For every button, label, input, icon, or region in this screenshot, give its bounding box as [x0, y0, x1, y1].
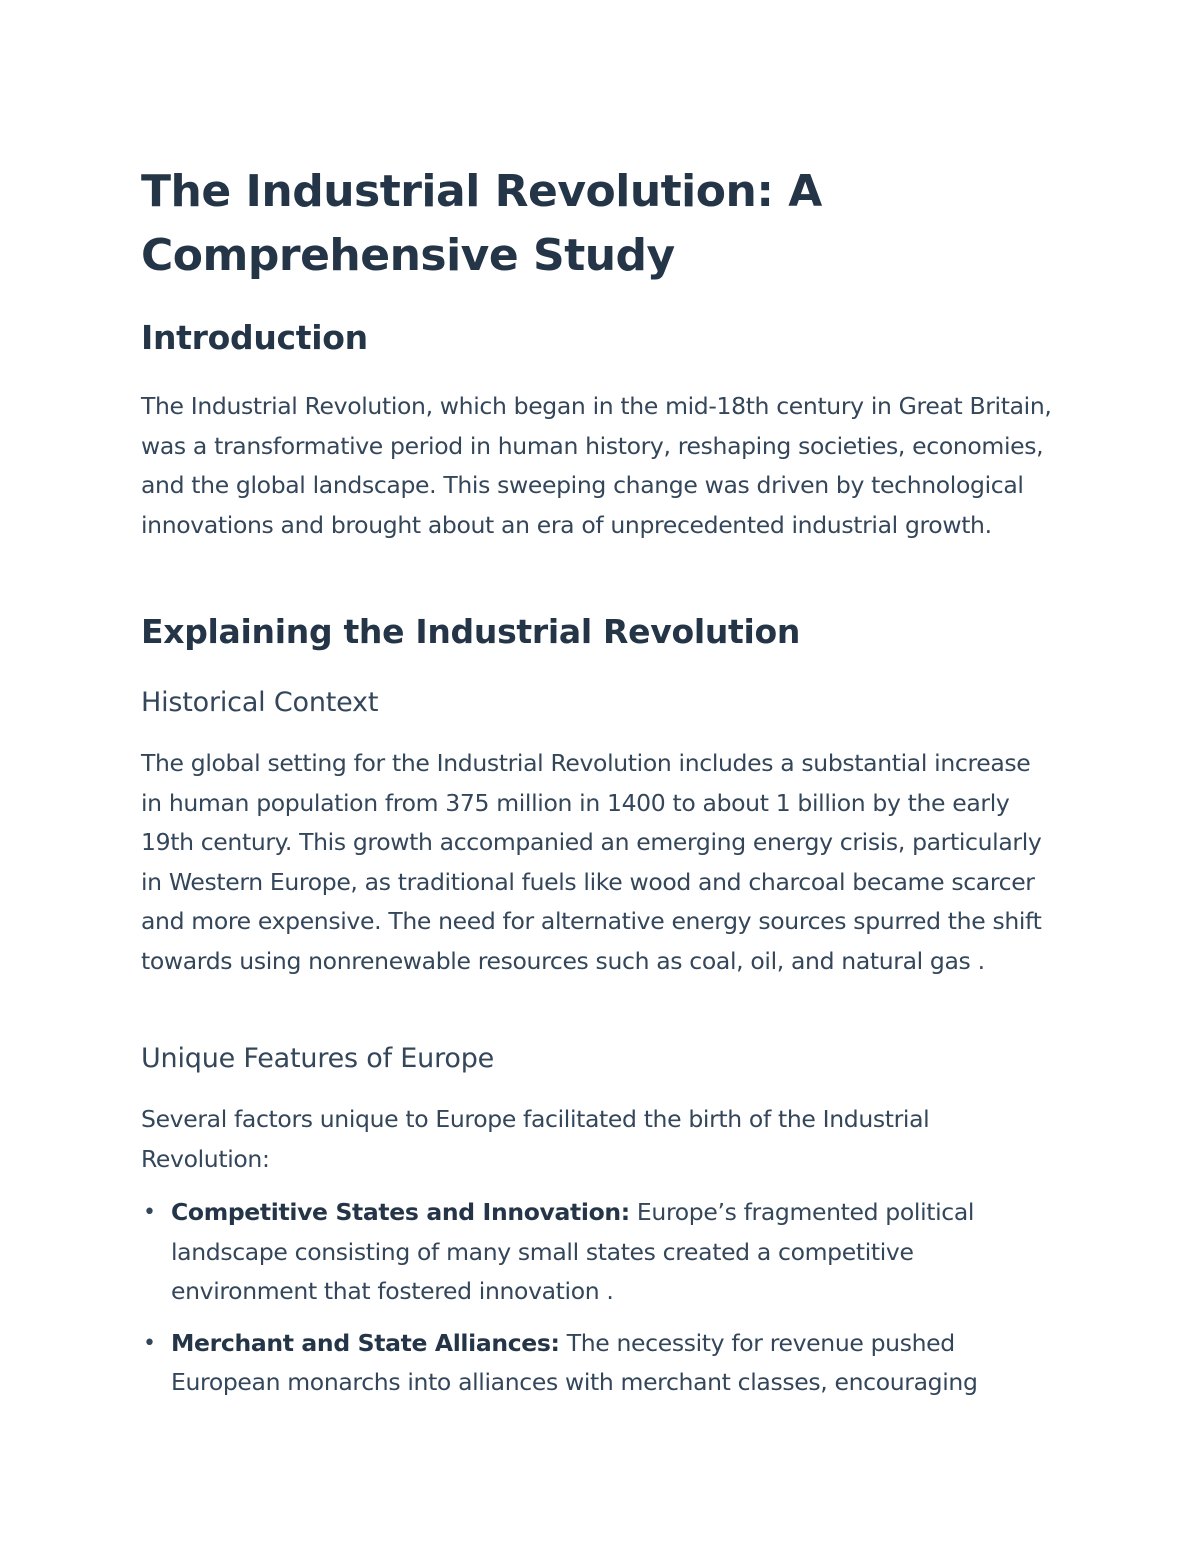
- introduction-heading: Introduction: [141, 318, 368, 357]
- historical-context-paragraph: The global setting for the Industrial Revolution includes a substantial increase in human population from 375 million in 1400 to about 1 billion by the early 19th century. This growth accompanied an emerging energy crisis, particularly in Western Europe, as traditional fuels like wood and charcoal became scarcer and more expensive. The need for alternative energy sources spurred the shift towards using nonrenewable resources such as coal, oil, and natural gas .: [141, 749, 1042, 975]
- bullet-icon: •: [143, 1200, 156, 1225]
- introduction-paragraph: The Industrial Revolution, which began in the mid-18th century in Great Britain, was a transformative period in human history, reshaping societies, economies, and the global landscape. This sweeping change was driven by technological innovations and brought about an era of unprecedented industrial growth.: [141, 392, 1052, 539]
- unique-features-heading: Unique Features of Europe: [141, 1043, 495, 1074]
- historical-context-heading: Historical Context: [141, 687, 379, 718]
- unique-features-list: [141, 1193, 1061, 1415]
- bullet-icon: •: [143, 1330, 156, 1356]
- list-item-text: The necessity for revenue pushed European monarchs into alliances with merchant classes, encouraging: [171, 1328, 978, 1396]
- list-item-term: Merchant and State Alliances:: [171, 1328, 560, 1357]
- unique-features-intro: Several factors unique to Europe facilitated the birth of the Industrial Revolution:: [141, 1105, 930, 1173]
- explaining-heading: Explaining the Industrial Revolution: [141, 612, 801, 651]
- document-title: The Industrial Revolution: A Comprehensive Study: [141, 166, 822, 281]
- list-item-term: Competitive States and Innovation:: [171, 1198, 630, 1226]
- list-item: [141, 1324, 1061, 1403]
- list-item: [141, 1193, 1061, 1312]
- list-item-text: Europe’s fragmented political landscape consisting of many small states created a competitive environment that fostered innovation .: [171, 1198, 975, 1305]
